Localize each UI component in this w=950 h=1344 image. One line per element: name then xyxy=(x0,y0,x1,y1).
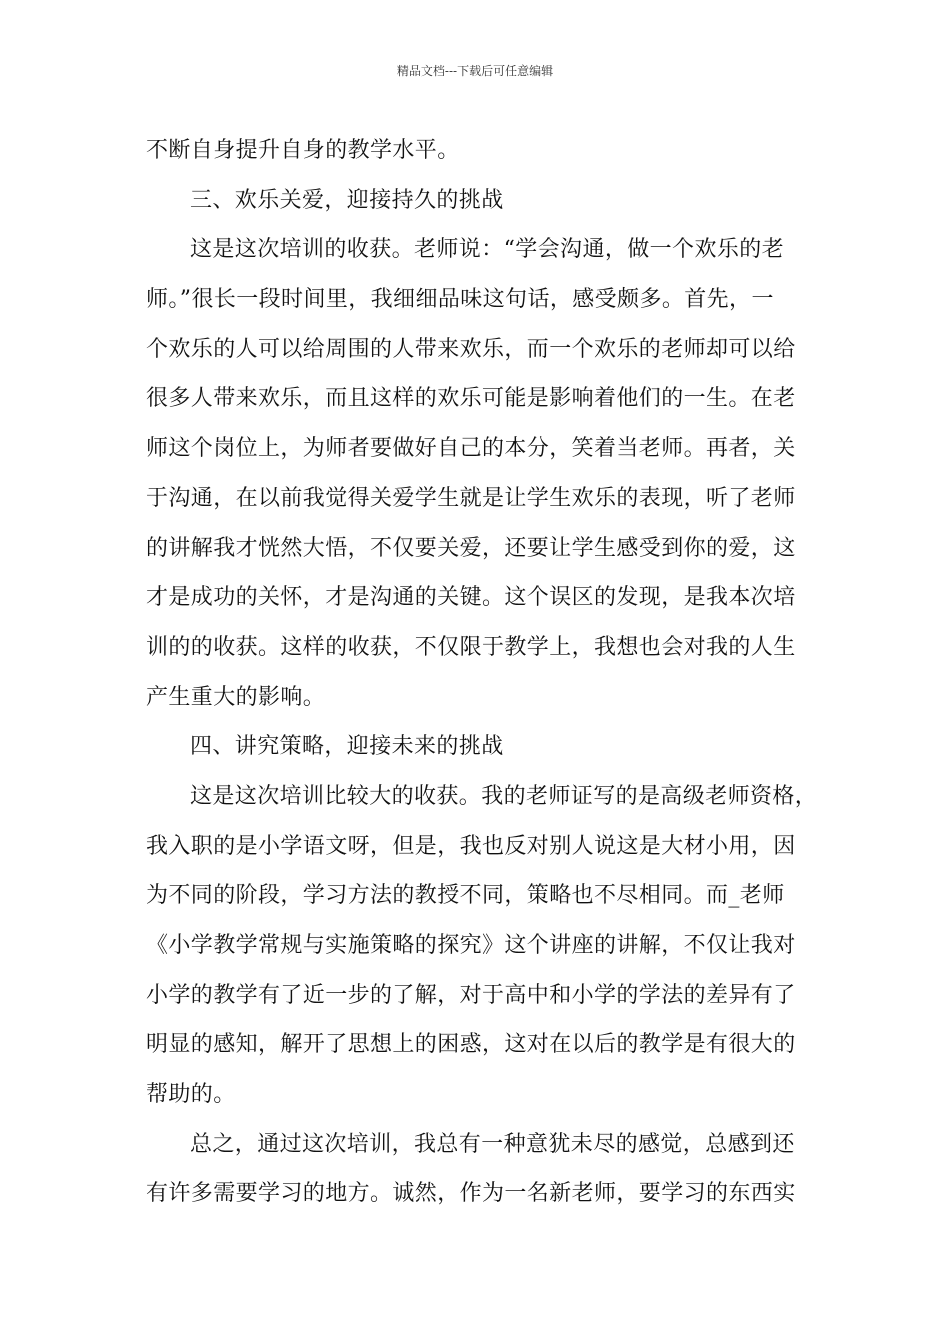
text-line: 才是成功的关怀，才是沟通的关键。这个误区的发现，是我本次培 xyxy=(146,585,796,611)
text-line: 这是这次培训比较大的收获。我的老师证写的是高级老师资格， xyxy=(190,783,818,809)
text-line: 四、讲究策略，迎接未来的挑战 xyxy=(190,734,504,760)
text-line: 帮助的。 xyxy=(146,1082,236,1108)
text-line: 小学的教学有了近一步的了解，对于高中和小学的学法的差异有了 xyxy=(146,982,796,1008)
text-line: 师。”很长一段时间里，我细细品味这句话，感受颇多。首先，一 xyxy=(146,287,774,313)
document-body xyxy=(146,126,836,1219)
text-line: 《小学教学常规与实施策略的探究》这个讲座的讲解，不仅让我对 xyxy=(146,933,796,958)
text-line: 不断自身提升自身的教学水平。 xyxy=(146,138,460,163)
text-line: 有许多需要学习的地方。诚然，作为一名新老师，要学习的东西实 xyxy=(146,1181,796,1207)
text-line: 产生重大的影响。 xyxy=(146,684,326,710)
page-header: 精品文档---下载后可任意编辑 xyxy=(396,64,554,78)
text-line: 为不同的阶段，学习方法的教授不同，策略也不尽相同。而_老师 xyxy=(146,883,785,909)
text-line: 明显的感知，解开了思想上的困惑，这对在以后的教学是有很大的 xyxy=(146,1032,796,1058)
text-line: 师这个岗位上，为师者要做好自己的本分，笑着当老师。再者，关 xyxy=(146,436,796,462)
text-line: 我入职的是小学语文呀，但是，我也反对别人说这是大材小用，因 xyxy=(146,833,796,859)
text-line: 于沟通，在以前我觉得关爱学生就是让学生欢乐的表现，听了老师 xyxy=(146,485,796,511)
text-line: 的讲解我才恍然大悟，不仅要关爱，还要让学生感受到你的爱，这 xyxy=(146,535,796,561)
text-line: 总之，通过这次培训，我总有一种意犹未尽的感觉，总感到还 xyxy=(190,1131,795,1157)
text-line: 训的的收获。这样的收获，不仅限于教学上，我想也会对我的人生 xyxy=(146,634,796,660)
text-line: 个欢乐的人可以给周围的人带来欢乐，而一个欢乐的老师却可以给 xyxy=(146,336,796,362)
text-line: 很多人带来欢乐，而且这样的欢乐可能是影响着他们的一生。在老 xyxy=(146,386,796,412)
text-line: 三、欢乐关爱，迎接持久的挑战 xyxy=(190,187,504,213)
text-line: 这是这次培训的收获。老师说：“学会沟通，做一个欢乐的老 xyxy=(190,237,785,263)
